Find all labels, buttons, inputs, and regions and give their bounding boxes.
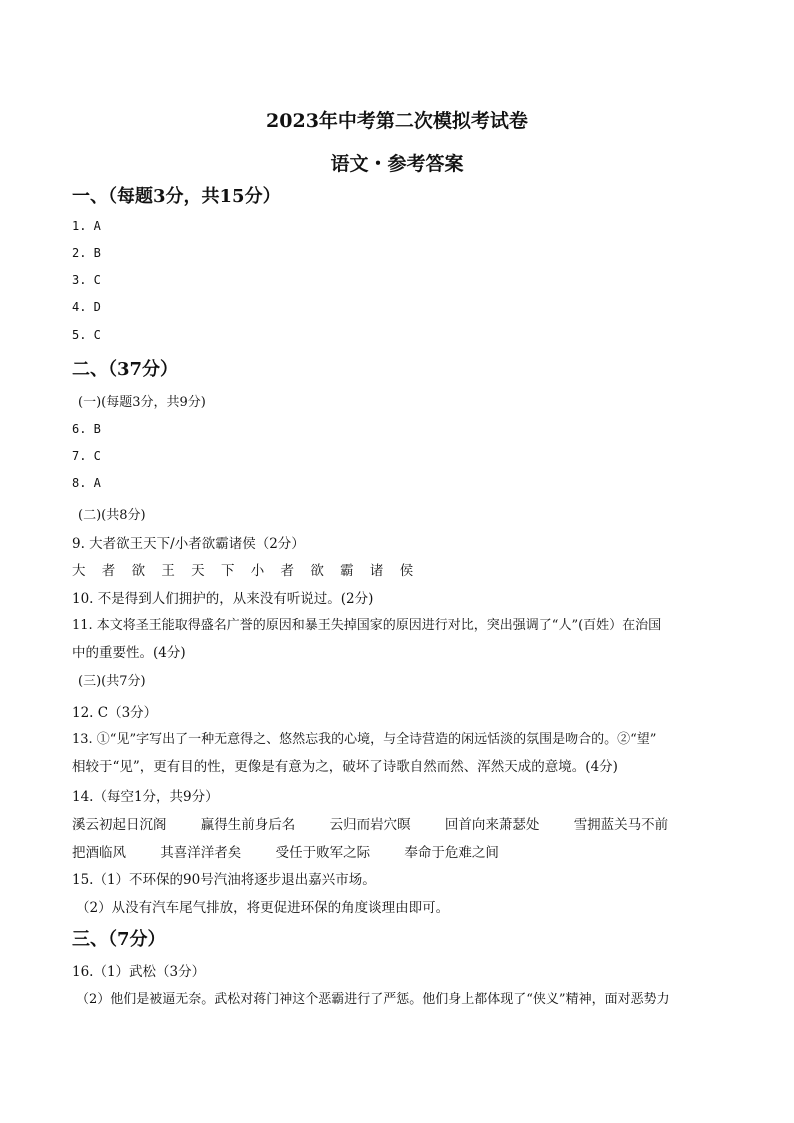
answer-3: 3. C	[72, 273, 101, 287]
answer-1: 1. A	[72, 219, 101, 233]
poem-answer: 把酒临风	[72, 845, 126, 861]
question-11-line-2: 中的重要性。(4分)	[72, 645, 186, 661]
part-2-label: (二)(共8分)	[78, 508, 146, 523]
question-15-line-2: （2）从没有汽车尾气排放，将更促进环保的角度谈理由即可。	[76, 900, 450, 916]
part-1-label: (一)(每题3分，共9分)	[78, 395, 206, 410]
question-12: 12. C（3分）	[72, 705, 158, 721]
poem-answer: 溪云初起日沉阁	[72, 817, 167, 833]
poem-answer: 其喜洋洋者矣	[160, 845, 242, 861]
question-10: 10. 不是得到人们拥护的，从来没有听说过。(2分)	[72, 591, 374, 607]
question-14-row-1	[72, 813, 698, 833]
poem-answer: 赢得生前身后名	[200, 817, 296, 833]
part-3-label: (三)(共7分)	[78, 674, 146, 689]
poem-answer: 云归而岩穴暝	[329, 817, 411, 833]
question-9: 9. 大者欲王天下/小者欲霸诸侯（2分）	[72, 536, 305, 552]
answer-2: 2. B	[72, 246, 101, 260]
question-16-line-2: （2）他们是被逼无奈。武松对蒋门神这个恶霸进行了严惩。他们身上都体现了“侠义”精神，面对恶势力	[76, 992, 670, 1007]
question-11-line-1: 11. 本文将圣王能取得盛名广誉的原因和暴王失掉国家的原因进行对比，突出强调了“人”(百姓）在治国	[72, 618, 662, 633]
page-title: 2023年中考第二次模拟考试卷	[266, 110, 528, 132]
question-14-row-2	[72, 841, 529, 861]
poem-answer: 雪拥蓝关马不前	[573, 817, 669, 833]
question-15-line-1: 15.（1）不环保的90号汽油将逐步退出嘉兴市场。	[72, 872, 376, 888]
section-1-heading: 一、（每题3分，共15分）	[72, 186, 281, 207]
question-16-line-1: 16.（1）武松（3分）	[72, 964, 206, 980]
answer-5: 5. C	[72, 328, 101, 342]
section-3-heading: 三、（7分）	[72, 929, 166, 950]
answer-8: 8. A	[72, 476, 101, 490]
answer-7: 7. C	[72, 449, 101, 463]
question-13-line-2: 相较于“见”，更有目的性，更像是有意为之，破坏了诗歌自然而然、浑然天成的意境。(4分)	[72, 759, 618, 775]
page-subtitle: 语文・参考答案	[330, 153, 464, 175]
question-13-line-1: 13. ①“见”字写出了一种无意得之、悠然忘我的心境，与全诗营造的闲远恬淡的氛围是吻合的。②“望”	[72, 732, 657, 747]
answer-6: 6. B	[72, 422, 101, 436]
section-2-heading: 二、（37分）	[72, 359, 179, 380]
question-9-chars: 大 者 欲 王 天 下 小 者 欲 霸 诸 侯	[72, 563, 420, 579]
poem-answer: 回首向来萧瑟处	[444, 817, 540, 833]
question-14-label: 14.（每空1分，共9分）	[72, 789, 219, 805]
poem-answer: 奉命于危难之间	[404, 845, 499, 861]
answer-4: 4. D	[72, 300, 101, 314]
poem-answer: 受任于败军之际	[275, 845, 371, 861]
